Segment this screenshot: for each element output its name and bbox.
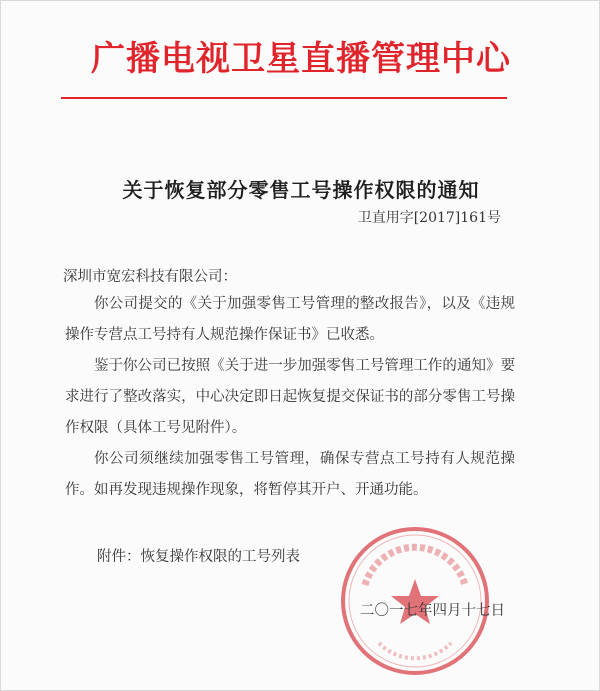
document-title: 关于恢复部分零售工号操作权限的通知 — [122, 178, 480, 202]
letterhead: 广播电视卫星直播管理中心 — [91, 39, 511, 79]
document-number: 卫直用字[2017]161号 — [357, 210, 501, 226]
letterhead-red-rule — [61, 97, 507, 99]
body-paragraph: 你公司须继续加强零售工号管理，确保专营点工号持有人规范操作。如再发现违规操作现象，将暂停其开户、开通功能。 — [65, 451, 515, 498]
attachment-line: 附件：恢复操作权限的工号列表 — [97, 549, 300, 565]
recipient: 深圳市宽宏科技有限公司： — [63, 269, 237, 285]
issue-date: 二〇一七年四月十七日 — [360, 603, 505, 619]
document-body — [65, 289, 515, 506]
body-paragraph: 鉴于你公司已按照《关于进一步加强零售工号管理工作的通知》要求进行了整改落实，中心决定即日起恢复提交保证书的部分零售工号操作权限（具体工号见附件）。 — [65, 358, 515, 436]
body-paragraph: 你公司提交的《关于加强零售工号管理的整改报告》，以及《违规操作专营点工号持有人规范操作保证书》已收悉。 — [65, 296, 515, 343]
